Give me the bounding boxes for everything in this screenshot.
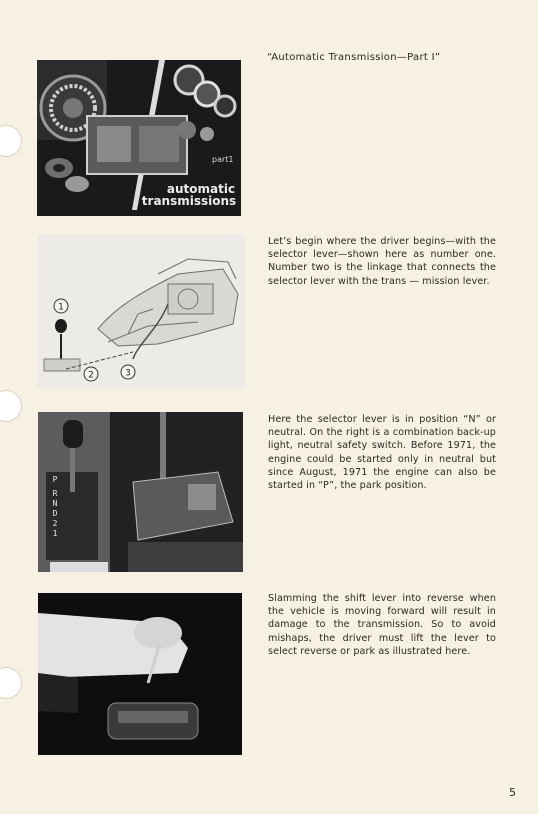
gear-p: P bbox=[52, 475, 58, 484]
part-label: part1 bbox=[212, 155, 234, 164]
linkage-illustration bbox=[38, 234, 245, 389]
title-card-illustration bbox=[37, 60, 241, 216]
page-title: “Automatic Transmission—Part I” bbox=[267, 52, 441, 63]
callout-2: 2 bbox=[88, 370, 94, 381]
selector-lever-photo bbox=[38, 412, 243, 572]
gear-d: D bbox=[52, 509, 58, 518]
hand-lever-illustration bbox=[38, 593, 242, 755]
hand-lever-photo bbox=[38, 593, 242, 755]
binder-hole bbox=[0, 390, 22, 422]
selector-lever-illustration bbox=[38, 412, 243, 572]
heading-line-1: automatic bbox=[166, 182, 236, 196]
gear-n: N bbox=[52, 499, 58, 508]
gear-r: R bbox=[52, 489, 58, 498]
caption-selector-lever: Here the selector lever is in position “N” or neutral. On the right is a combination back-up light, neutral safety switch. Before 1971, the engine could be started only in neutral but since August, 1971 the engine can also be started in “P”, the park position. bbox=[268, 414, 496, 492]
binder-hole bbox=[0, 667, 22, 699]
callout-3: 3 bbox=[125, 368, 131, 379]
gear-1: 1 bbox=[52, 529, 58, 538]
callout-1: 1 bbox=[58, 302, 64, 313]
gear-2: 2 bbox=[52, 519, 58, 528]
caption-linkage: Let’s begin where the driver begins—with the selector lever—shown here as number one. Number two is the linkage that connects the selector lever with the trans — mission lever. bbox=[268, 236, 496, 287]
binder-hole bbox=[0, 125, 22, 157]
caption-reverse-warning: Slamming the shift lever into reverse when the vehicle is moving forward will result in damage to the transmission. So to avoid mishaps, the driver must lift the lever to select reverse or park as illustrated here. bbox=[268, 593, 496, 657]
heading-line-2: transmissions bbox=[141, 194, 237, 208]
page-number: 5 bbox=[509, 786, 516, 799]
title-card-photo bbox=[37, 60, 241, 216]
linkage-diagram-photo bbox=[38, 234, 245, 389]
